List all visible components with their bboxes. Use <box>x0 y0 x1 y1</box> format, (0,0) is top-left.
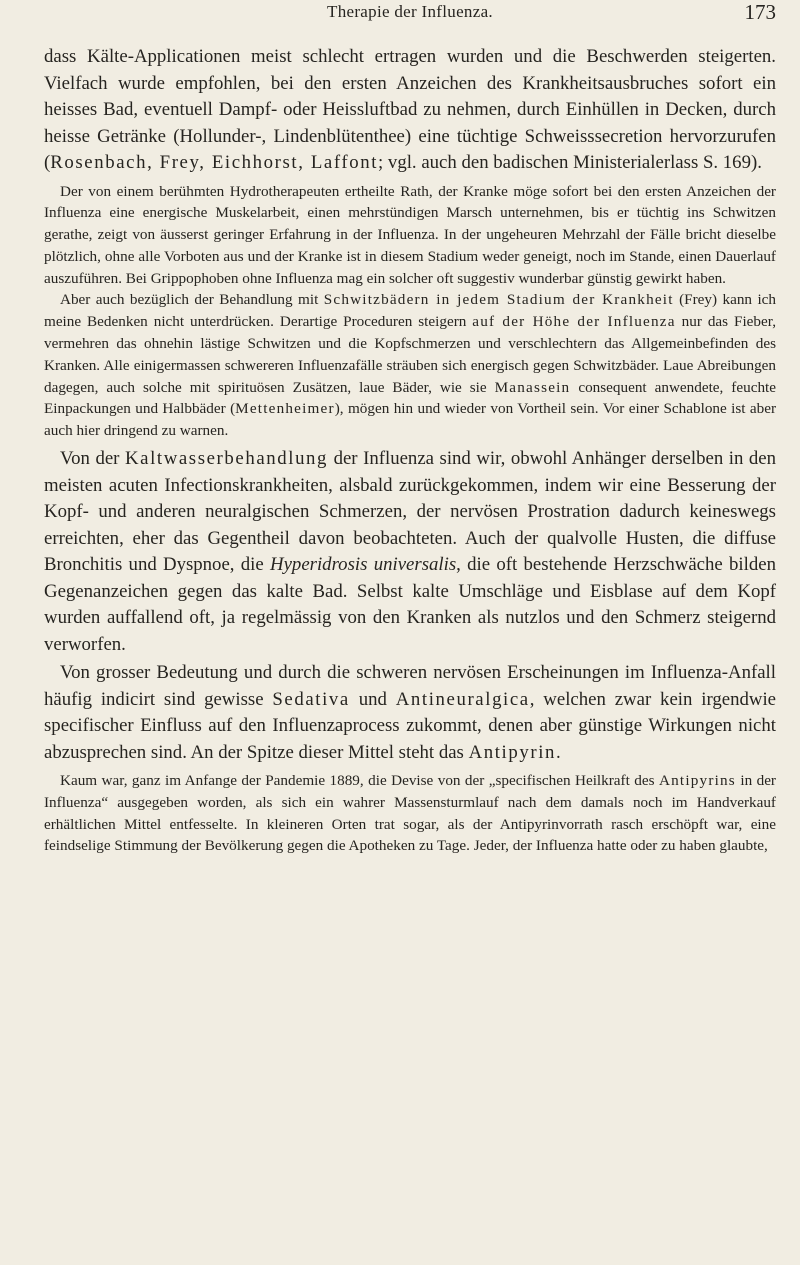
emphasis-spaced: Schwitzbädern in jedem Stadium der Krankheit <box>323 291 674 309</box>
emphasis-italic: Hyperidrosis universalis <box>270 554 457 576</box>
paragraph-antipyrin-rush <box>44 770 776 857</box>
emphasis-spaced: auf der Höhe der Influenza <box>472 313 676 331</box>
text-run: (Frey) kann ich meine Bedenken nicht unterdrücken. Derartige Proceduren steigern <box>44 291 776 331</box>
paragraph-hydrotherapist-advice: Der von einem berühmten Hydrotherapeuten ertheilte Rath, der Kranke möge sofort bei den ersten Anzeichen der Influenza eine energische Muskelarbeit, einen mehrstündigen Marsch unternehmen, bis er tüchtig ins Schwitzen gerathe, zeigt von äusserst geringer Erfahrung in der Influenza. In der ungeheuren Mehrzahl der Fälle bricht dieselbe plötzlich, ohne alle Vorboten aus und der Kranke ist in diesem Stadium weder geneigt, noch im Stande, einen Dauerlauf auszuführen. Bei Grippophoben ohne Influenza mag ein solcher oft suggestiv wunderbar günstig gewirkt haben. <box>44 182 776 287</box>
paragraph-cold-water-treatment <box>44 446 776 658</box>
paragraph-sweat-baths <box>44 289 776 442</box>
text-run: consequent anwendete, feuchte Einpackungen und Halbbäder ( <box>44 378 776 418</box>
text-run: ), mögen hin und wieder von Vortheil sein. Vor einer Schablone ist aber auch hier dringend zu warnen. <box>44 400 777 440</box>
paragraph-sedativa <box>44 660 776 766</box>
text-run: Kaum war, ganz im Anfange der Pandemie 1889, die Devise von der „specifischen Heilkraft des <box>60 772 659 790</box>
emphasis-spaced: Antineuralgica <box>395 688 530 710</box>
emphasis-spaced: Antipyrin <box>468 741 556 763</box>
text-run: nur das Fieber, vermehren das ohnehin lästige Schwitzen und die Kopfschmerzen und verschlechtern das Allgemeinbefinden des Kranken. Alle einigermassen schwereren Influenzafälle sträuben sich energisch gegen Schwitzbäder. Laue Abreibungen dagegen, auch solche mit spirituösen Zusätzen, laue Bäder, wie sie <box>44 313 776 396</box>
author-name: Mettenheimer <box>235 400 335 418</box>
text-run: Von der <box>60 448 125 470</box>
text-run: . <box>556 741 561 763</box>
text-run: Aber auch bezüglich der Behandlung mit <box>60 291 324 309</box>
text-run: der Influenza sind wir, obwohl Anhänger derselben in den meisten acuten Infectionskrankheiten, alsbald zurückgekommen, indem wir eine Besserung der Kopf- und anderen neuralgischen Schmerzen, der nervösen Prostration dadurch keineswegs erreichten, eher das Gegentheil davon beobachteten. Auch der qualvolle Husten, die diffuse Bronchitis und Dyspnoe, die <box>44 448 777 576</box>
page-header <box>44 0 776 44</box>
page-number: 173 <box>744 0 776 24</box>
emphasis-spaced: Antipyrins <box>658 772 736 790</box>
text-run: , welchen zwar kein irgendwie specifischer Einfluss auf den Influenzaprocess zukommt, denen aber günstige Wirkungen nicht abzusprechen sind. An der Spitze dieser Mittel steht das <box>44 688 776 763</box>
emphasis-spaced: Kaltwasserbehandlung <box>124 448 329 470</box>
author-names: Rosenbach, Frey, Eichhorst, Laffont <box>50 152 379 173</box>
text-run: ; vgl. auch den badischen Ministerialerlass S. 169). <box>378 152 762 173</box>
text-run: , die oft bestehende Herzschwäche bilden Gegenanzeichen gegen das kalte Bad. Selbst kalte Umschläge und Eisblase auf dem Kopf wurden auffallend oft, ja regelmässig von den Kranken als nutzlos und den Schmerz steigernd verworfen. <box>44 554 776 655</box>
running-title: Therapie der Influenza. <box>327 2 493 21</box>
text-run: in der Influenza“ ausgegeben worden, als sich ein wahrer Massensturmlauf nach dem damals noch im Handverkauf erhältlichen Mittel entfesselte. In kleineren Orten trat sogar, als der Antipyrinvorrath rasch erschöpft war, eine feindselige Stimmung der Bevölkerung gegen die Apotheken zu Tage. Jeder, der Influenza hatte oder zu haben glaubte, <box>44 772 776 855</box>
emphasis-spaced: Sedativa <box>272 688 350 710</box>
author-name: Manassein <box>494 378 571 396</box>
text-run: und <box>349 688 396 710</box>
text-run: Von grosser Bedeutung und durch die schweren nervösen Erscheinungen im Influenza-Anfall häufig indicirt sind gewisse <box>44 662 776 710</box>
paragraph-cold-applications <box>44 44 776 177</box>
text-run: dass Kälte-Applicationen meist schlecht ertragen wurden und die Beschwerden steigerten. Vielfach wurde empfohlen, bei den ersten Anzeichen des Krankheitsausbruches sofort ein heisses Bad, eventuell Dampf- oder Heissluftbad zu nehmen, durch Einhüllen in Decken, durch heisse Getränke (Hollunder-, Lindenblütenthee) eine tüchtige Schweisssecretion hervorzurufen ( <box>44 46 776 173</box>
